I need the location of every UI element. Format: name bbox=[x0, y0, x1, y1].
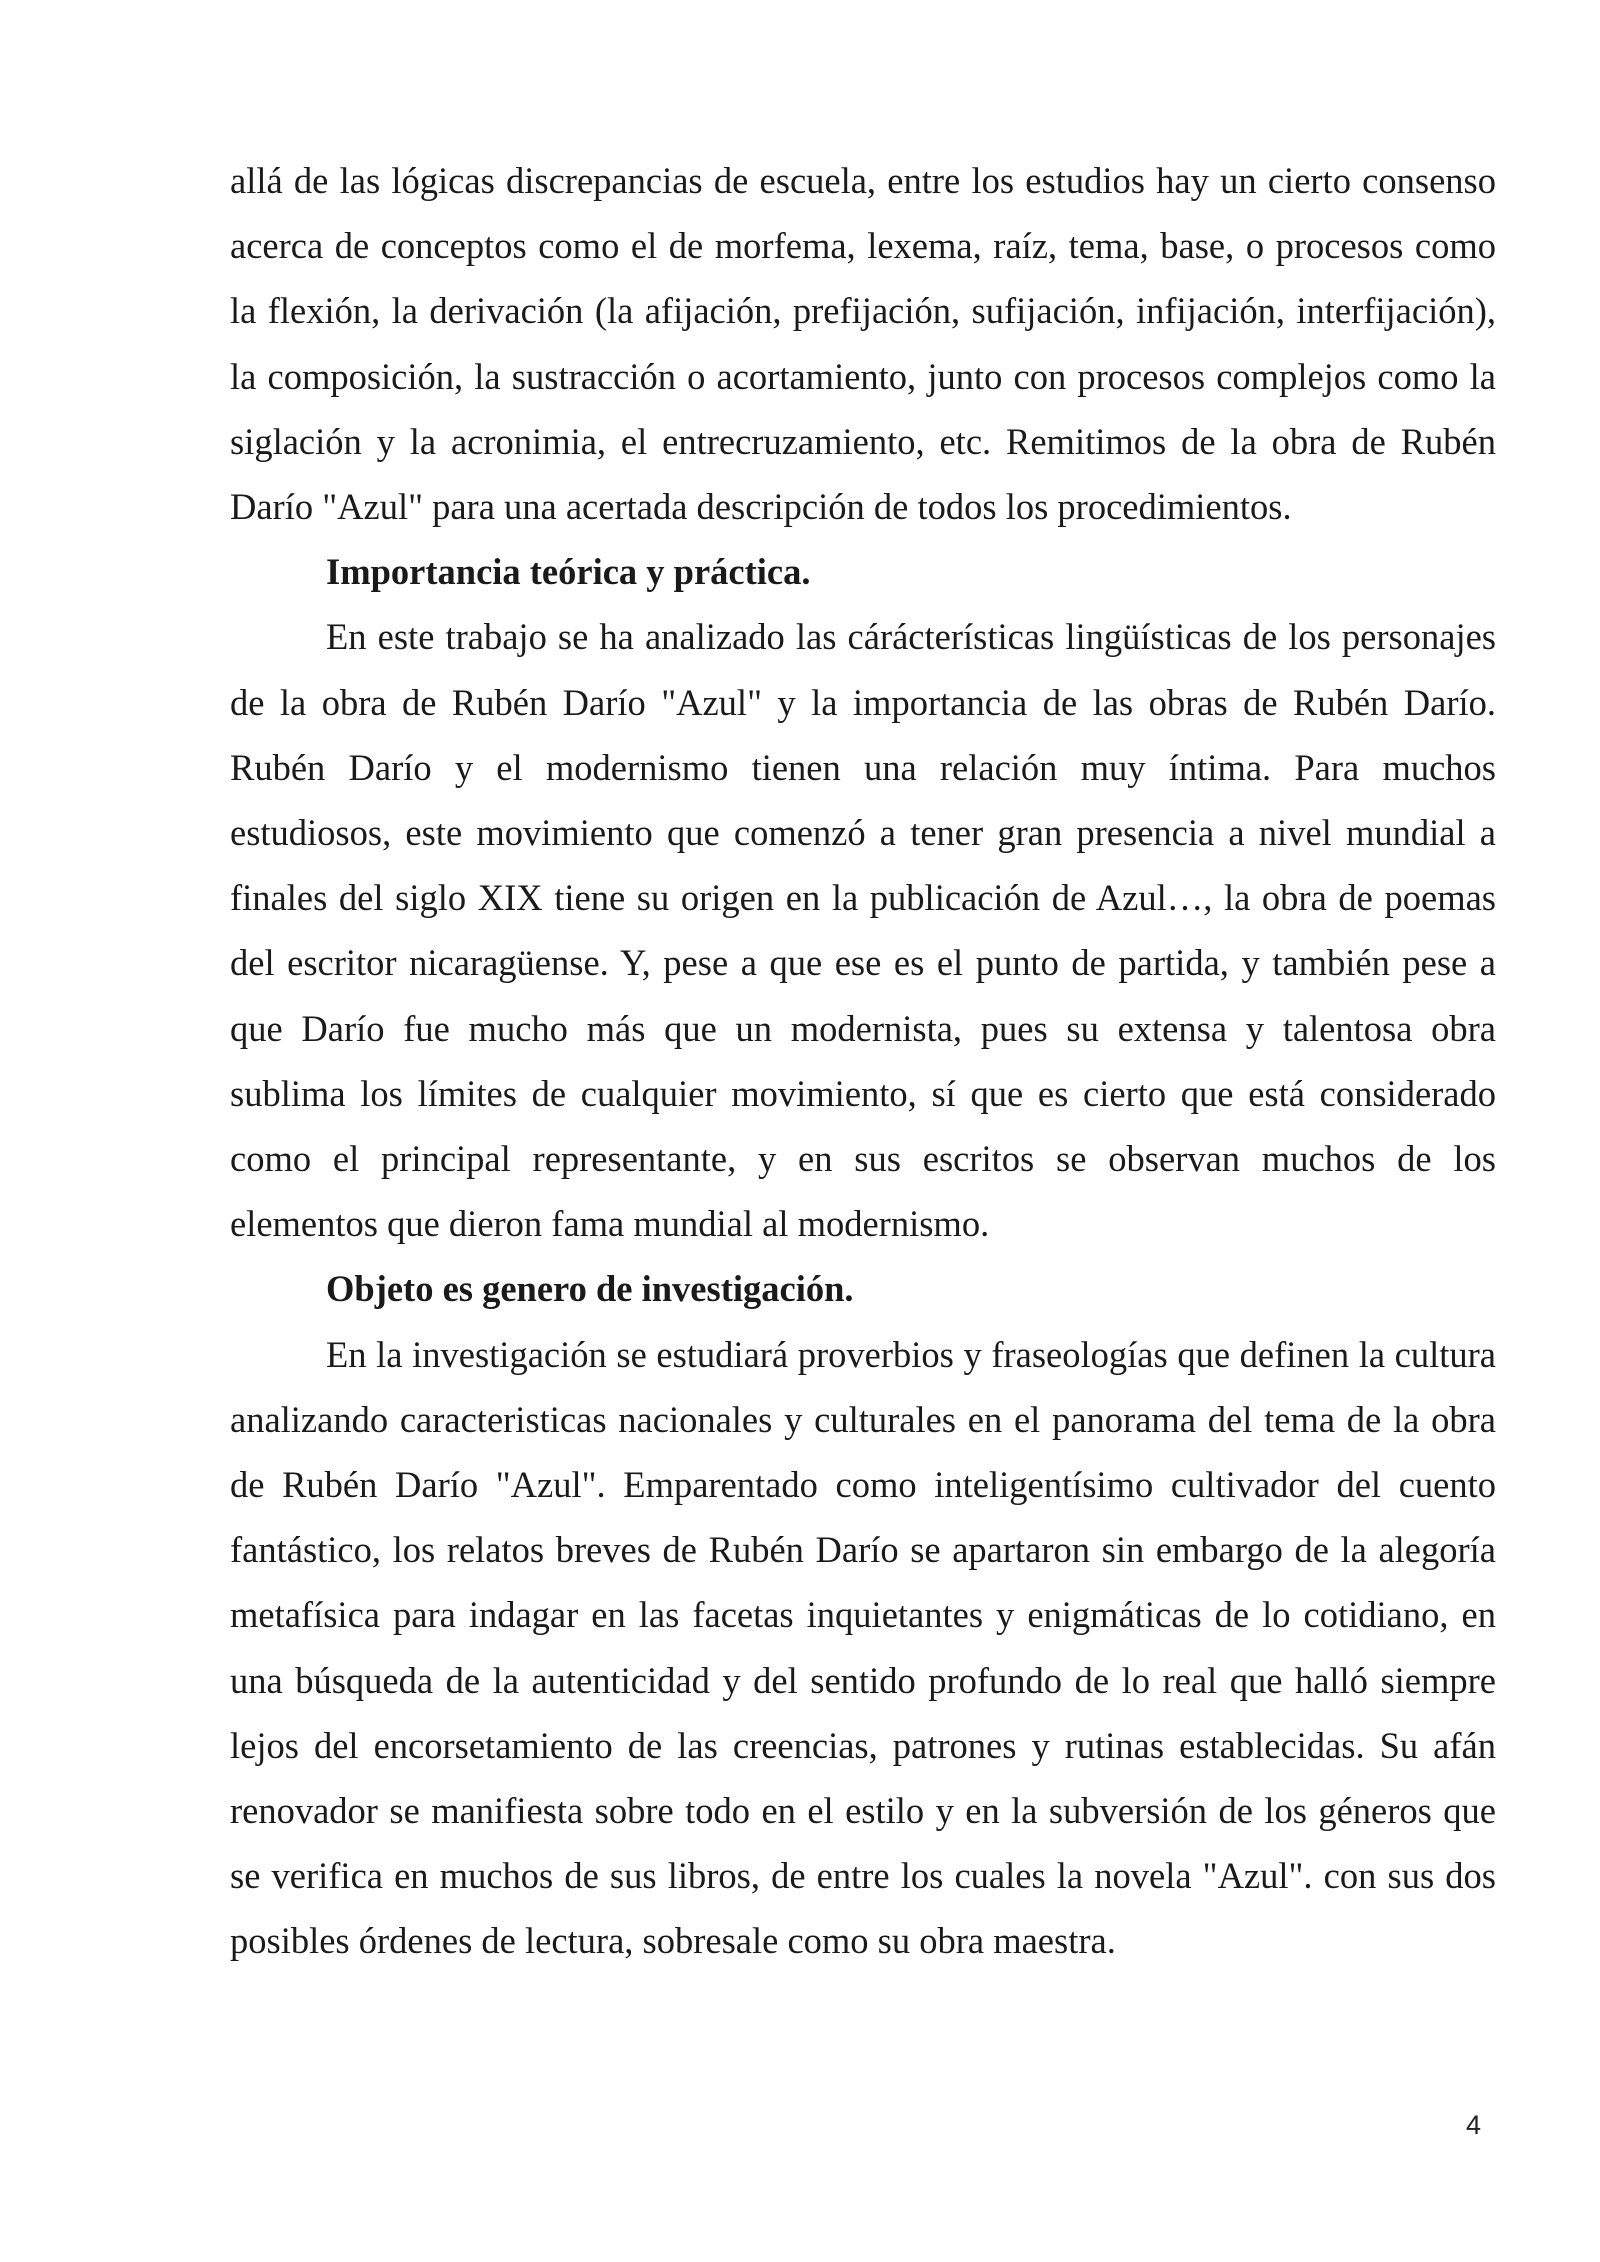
section-heading-object: Objeto es genero de investigación. bbox=[326, 1268, 854, 1310]
section-heading-importance: Importancia teórica y práctica. bbox=[326, 551, 811, 593]
paragraph-continuation: allá de las lógicas discrepancias de escuela, entre los estudios hay un cierto consenso acerca de conceptos como el de morfema, lexema, raíz, tema, base, o procesos como la flexión, la derivación (la afijación, prefijación, sufijación, infijación, interfijación), la composición, la sustracción o acortamiento, junto con procesos complejos como la siglación y la acronimia, el entrecruzamiento, etc. Remitimos de la obra de Rubén Darío "Azul" para una acertada descripción de todos los procedimientos. bbox=[230, 160, 1496, 528]
paragraph-object: En la investigación se estudiará proverbios y fraseologías que definen la cultura analizando caracteristicas nacionales y culturales en el panorama del tema de la obra de Rubén Darío "Azul". Emparentado como inteligentísimo cultivador del cuento fantástico, los relatos breves de Rubén Darío se apartaron sin embargo de la alegoría metafísica para indagar en las facetas inquietantes y enigmáticas de lo cotidiano, en una búsqueda de la autenticidad y del sentido profundo de lo real que halló siempre lejos del encorsetamiento de las creencias, patrones y rutinas establecidas. Su afán renovador se manifiesta sobre todo en el estilo y en la subversión de los géneros que se verifica en muchos de sus libros, de entre los cuales la novela "Azul". con sus dos posibles órdenes de lectura, sobresale como su obra maestra. bbox=[230, 1333, 1496, 1962]
paragraph-importance: En este trabajo se ha analizado las cárácterísticas lingüísticas de los personajes de la obra de Rubén Darío "Azul" y la importancia de las obras de Rubén Darío. Rubén Darío y el modernismo tienen una relación muy íntima. Para muchos estudiosos, este movimiento que comenzó a tener gran presencia a nivel mundial a finales del siglo XIX tiene su origen en la publicación de Azul…, la obra de poemas del escritor nicaragüense. Y, pese a que ese es el punto de partida, y también pese a que Darío fue mucho más que un modernista, pues su extensa y talentosa obra sublima los límites de cualquier movimiento, sí que es cierto que está considerado como el principal representante, y en sus escritos se observan muchos de los elementos que dieron fama mundial al modernismo. bbox=[230, 616, 1496, 1245]
page-number: 4 bbox=[1466, 2110, 1482, 2140]
document-page bbox=[230, 148, 1496, 1974]
